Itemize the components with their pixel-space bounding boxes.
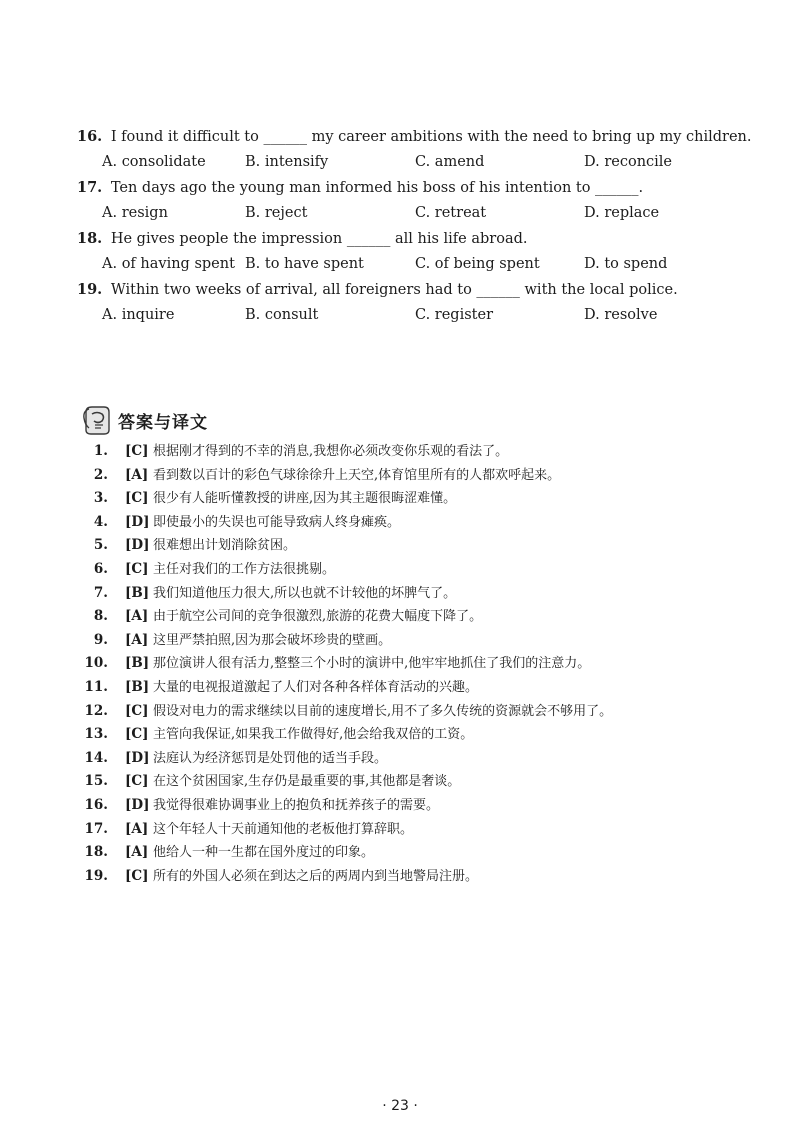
question-17	[77, 175, 737, 226]
answer-number: 5.	[93, 537, 108, 554]
answer-row	[80, 534, 740, 558]
option-d: D. to spend	[584, 256, 668, 272]
answer-number: 12.	[84, 702, 108, 719]
answer-translation: 在这个贫困国家,生存仍是最重要的事,其他都是奢谈。	[153, 774, 461, 790]
answer-key: [B]	[125, 655, 150, 672]
answer-translation: 他给人一种一生都在国外度过的印象。	[153, 845, 375, 861]
answer-translation: 很少有人能听懂教授的讲座,因为其主题很晦涩难懂。	[153, 491, 457, 507]
answer-list	[80, 440, 740, 888]
answer-row	[80, 818, 740, 842]
question-19	[77, 277, 737, 328]
answer-key: [D]	[125, 513, 150, 530]
answer-key: [B]	[125, 678, 150, 695]
answer-row	[80, 605, 740, 629]
option-c: C. amend	[415, 154, 485, 170]
answer-row	[80, 865, 740, 889]
option-a: A. inquire	[102, 307, 175, 323]
answer-row	[80, 652, 740, 676]
answer-number: 9.	[93, 631, 108, 648]
answer-translation: 看到数以百计的彩色气球徐徐升上天空,体育馆里所有的人都欢呼起来。	[153, 467, 561, 483]
answer-number: 13.	[84, 726, 108, 743]
answer-translation: 所有的外国人必须在到达之后的两周内到当地警局注册。	[153, 868, 479, 884]
page-number: · 23 ·	[382, 1098, 418, 1114]
answers-title: 答案与译文	[118, 412, 208, 433]
answer-translation: 即使最小的失误也可能导致病人终身瘫痪。	[153, 514, 401, 530]
answer-row	[80, 558, 740, 582]
answer-row	[80, 700, 740, 724]
answer-key: [C]	[125, 490, 149, 507]
answer-number: 10.	[84, 655, 108, 672]
book-icon	[80, 403, 114, 437]
answer-key: [A]	[125, 820, 149, 837]
option-a: A. of having spent	[102, 256, 235, 272]
answer-translation: 假设对电力的需求继续以目前的速度增长,用不了多久传统的资源就会不够用了。	[153, 703, 613, 719]
question-number: 19.	[77, 281, 103, 298]
answer-key: [C]	[125, 773, 149, 790]
answer-key: [A]	[125, 608, 149, 625]
option-b: B. consult	[245, 307, 319, 323]
answer-key: [A]	[125, 844, 149, 861]
answer-key: [A]	[125, 466, 149, 483]
answer-number: 6.	[93, 560, 108, 577]
answer-key: [D]	[125, 796, 150, 813]
answer-row	[80, 770, 740, 794]
answer-row	[80, 440, 740, 464]
answer-translation: 大量的电视报道激起了人们对各种各样体育活动的兴趣。	[153, 679, 479, 695]
question-number: 17.	[77, 179, 103, 196]
option-d: D. resolve	[584, 307, 658, 323]
answer-number: 18.	[84, 844, 108, 861]
answer-number: 16.	[84, 796, 108, 813]
answer-translation: 我们知道他压力很大,所以也就不计较他的坏脾气了。	[153, 585, 457, 601]
question-stem: Ten days ago the young man informed his boss of his intention to ______.	[110, 180, 644, 196]
answer-translation: 那位演讲人很有活力,整整三个小时的演讲中,他牢牢地抓住了我们的注意力。	[153, 656, 591, 672]
answer-translation: 法庭认为经济惩罚是处罚他的适当手段。	[153, 750, 388, 766]
answer-key: [C]	[125, 702, 149, 719]
answer-key: [C]	[125, 560, 149, 577]
option-b: B. intensify	[245, 154, 329, 170]
question-number: 16.	[77, 128, 103, 145]
answer-translation: 主管向我保证,如果我工作做得好,他会给我双倍的工资。	[153, 727, 474, 743]
answer-key: [B]	[125, 584, 150, 601]
option-c: C. register	[415, 307, 494, 323]
question-stem: He gives people the impression ______ all his life abroad.	[110, 231, 528, 247]
option-d: D. reconcile	[584, 154, 673, 170]
option-c: C. of being spent	[415, 256, 540, 272]
answer-number: 19.	[84, 867, 108, 884]
answer-row	[80, 464, 740, 488]
answer-row	[80, 676, 740, 700]
answer-number: 2.	[93, 466, 108, 483]
option-b: B. to have spent	[245, 256, 364, 272]
answer-row	[80, 723, 740, 747]
question-stem: I found it difficult to ______ my career ambitions with the need to bring up my children.	[110, 129, 752, 145]
question-list	[77, 124, 752, 328]
answer-number: 14.	[84, 749, 108, 766]
question-number: 18.	[77, 230, 103, 247]
answer-translation: 这个年轻人十天前通知他的老板他打算辞职。	[153, 821, 414, 837]
answer-number: 7.	[93, 584, 108, 601]
answer-translation: 由于航空公司间的竞争很激烈,旅游的花费大幅度下降了。	[153, 609, 483, 625]
answer-number: 15.	[84, 773, 108, 790]
answer-number: 3.	[93, 490, 108, 507]
answer-row	[80, 794, 740, 818]
answer-translation: 很难想出计划消除贫困。	[153, 538, 297, 554]
answer-number: 1.	[93, 443, 108, 459]
answer-row	[80, 747, 740, 771]
answer-number: 17.	[84, 820, 108, 837]
option-c: C. retreat	[415, 205, 487, 221]
answer-row	[80, 487, 740, 511]
option-d: D. replace	[584, 205, 660, 221]
answer-translation: 这里严禁拍照,因为那会破坏珍贵的壁画。	[153, 632, 392, 648]
answer-key: [D]	[125, 537, 150, 554]
answer-row	[80, 511, 740, 535]
answer-key: [D]	[125, 749, 150, 766]
answer-translation: 我觉得很难协调事业上的抱负和抚养孩子的需要。	[153, 797, 440, 813]
answer-row	[80, 841, 740, 865]
question-16	[77, 124, 752, 175]
answer-key: [A]	[125, 631, 149, 648]
answer-translation: 根据刚才得到的不幸的消息,我想你必须改变你乐观的看法了。	[153, 444, 509, 459]
question-18	[77, 226, 737, 277]
answer-row	[80, 629, 740, 653]
answers-header	[80, 402, 208, 438]
answer-key: [C]	[125, 726, 149, 743]
answer-number: 11.	[84, 678, 108, 695]
answer-translation: 主任对我们的工作方法很挑剔。	[153, 561, 336, 577]
answer-number: 4.	[93, 513, 108, 530]
option-a: A. resign	[102, 205, 168, 221]
question-stem: Within two weeks of arrival, all foreigners had to ______ with the local police.	[110, 282, 678, 298]
answer-row	[80, 582, 740, 606]
answer-number: 8.	[93, 608, 108, 625]
answer-key: [C]	[125, 443, 149, 459]
option-a: A. consolidate	[102, 154, 206, 170]
option-b: B. reject	[245, 205, 308, 221]
answer-key: [C]	[125, 867, 149, 884]
